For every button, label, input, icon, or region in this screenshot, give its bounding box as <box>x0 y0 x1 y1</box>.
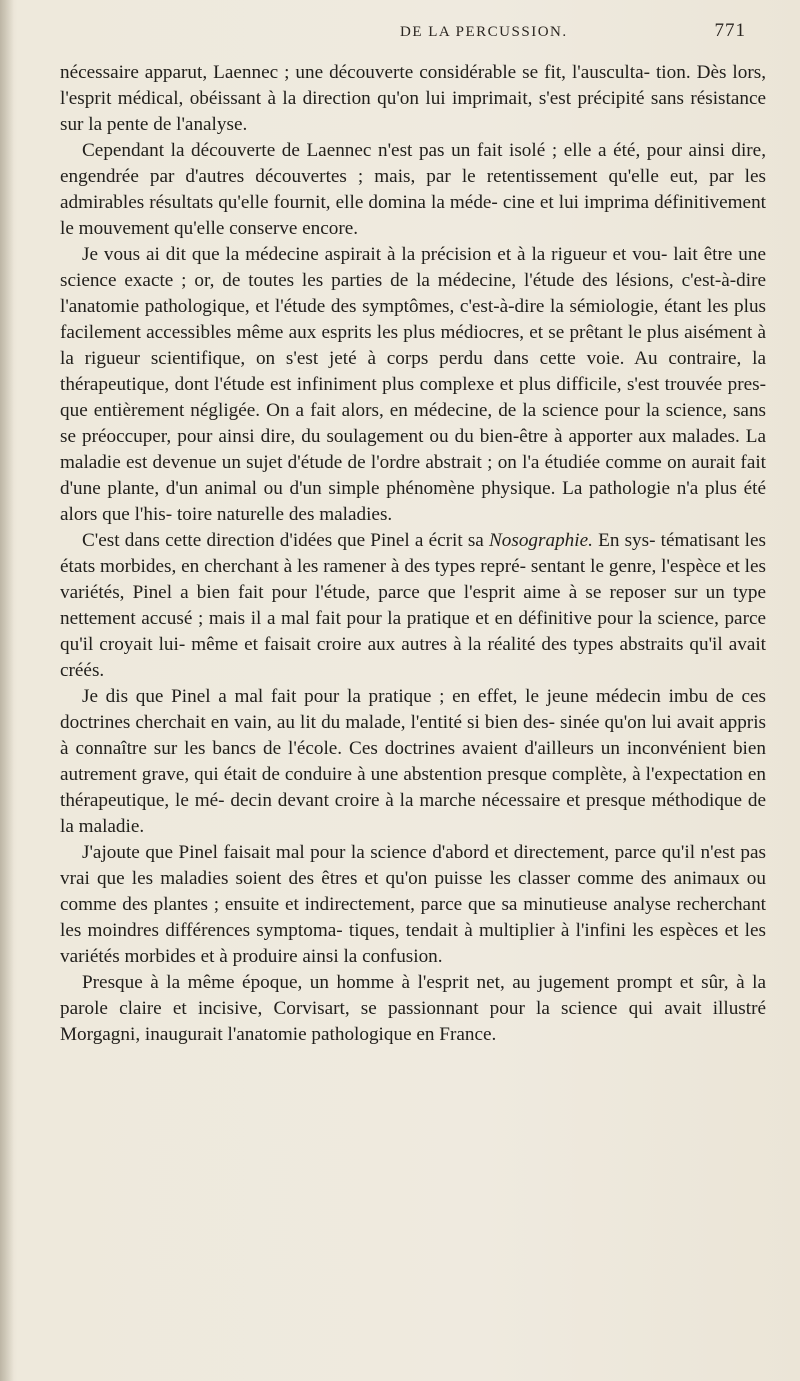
paragraph: Je dis que Pinel a mal fait pour la pratique ; en effet, le jeune médecin imbu de ces doctrines cherchait en vain, au lit du malade, l'entité si bien des- sinée qu'on lui avait appris à connaître sur les bancs de l'école. Ces doctrines avaient d'ailleurs un inconvénient bien autrement grave, qui était de conduire à une abstention presque complète, à l'expectation en thérapeutique, le mé- decin devant croire à la marche nécessaire et presque méthodique de la maladie. <box>60 686 766 837</box>
body-text <box>60 60 766 1048</box>
page-header <box>60 14 770 44</box>
paragraph: Je vous ai dit que la médecine aspirait à la précision et à la rigueur et vou- lait être une science exacte ; or, de toutes les parties de la médecine, l'étude des lésions, c'est-à-dire l'anatomie pathologique, et l'étude des symptômes, c'est-à-dire la sémiologie, étant les plus facilement accessibles même aux esprits les plus médiocres, et se prêtant le plus aisément à la rigueur scientifique, on s'est jeté à corps perdu dans cette voie. Au contraire, la thérapeutique, dont l'étude est infiniment plus complexe et plus difficile, s'est trouvée pres- que entièrement négligée. On a fait alors, en médecine, de la science pour la science, sans se préoccuper, pour ainsi dire, du soulagement ou du bien-être à apporter aux malades. La maladie est devenue un sujet d'étude de l'ordre abstrait ; on l'a étudiée comme on aurait fait d'une plante, d'un animal ou d'un simple phénomène physique. La pathologie n'a plus été alors que l'his- toire naturelle des maladies. <box>60 244 766 525</box>
paragraph: Cependant la découverte de Laennec n'est pas un fait isolé ; elle a été, pour ainsi dire, engendrée par d'autres découvertes ; mais, par le retentissement qu'elle eut, par les admirables résultats qu'elle fournit, elle domina la méde- cine et lui imprima définitivement le mouvement qu'elle conserve encore. <box>60 140 766 239</box>
page-number: 771 <box>714 20 746 41</box>
paragraph: Presque à la même époque, un homme à l'esprit net, au jugement prompt et sûr, à la parole claire et incisive, Corvisart, se passionnant pour la science qui avait illustré Morgagni, inaugurait l'anatomie pathologique en France. <box>60 972 766 1045</box>
paragraph <box>60 528 766 684</box>
running-head: DE LA PERCUSSION. <box>400 24 568 40</box>
paragraph-continuation: nécessaire apparut, Laennec ; une découverte considérable se fit, l'ausculta- tion. Dès lors, l'esprit médical, obéissant à la direction qu'on lui imprimait, s'est précipité sans résistance sur la pente de l'analyse. <box>60 62 766 135</box>
paragraph: J'ajoute que Pinel faisait mal pour la science d'abord et directement, parce qu'il n'est pas vrai que les maladies soient des êtres et qu'on puisse les classer comme des animaux ou comme des plantes ; ensuite et indirectement, parce que sa minutieuse analyse recherchant les moindres différences symptoma- tiques, tendait à multiplier à l'infini les espèces et les variétés morbides et à produire ainsi la confusion. <box>60 842 766 967</box>
paragraph-text: En sys- tématisant les états morbides, en cherchant à les ramener à des types repré- sentant le genre, l'espèce et les variétés, Pinel a bien fait pour l'étude, parce que l'esprit aime à se reposer sur un type nettement accusé ; mais il a mal fait pour la pratique et en définitive pour la science, parce qu'il croyait lui- même et faisait croire aux autres à la réalité des types abstraits qu'il avait créés. <box>60 530 766 681</box>
paragraph-text: C'est dans cette direction d'idées que Pinel a écrit sa <box>82 530 489 551</box>
binding-shadow <box>0 0 14 1381</box>
book-title: Nosographie. <box>488 530 593 551</box>
